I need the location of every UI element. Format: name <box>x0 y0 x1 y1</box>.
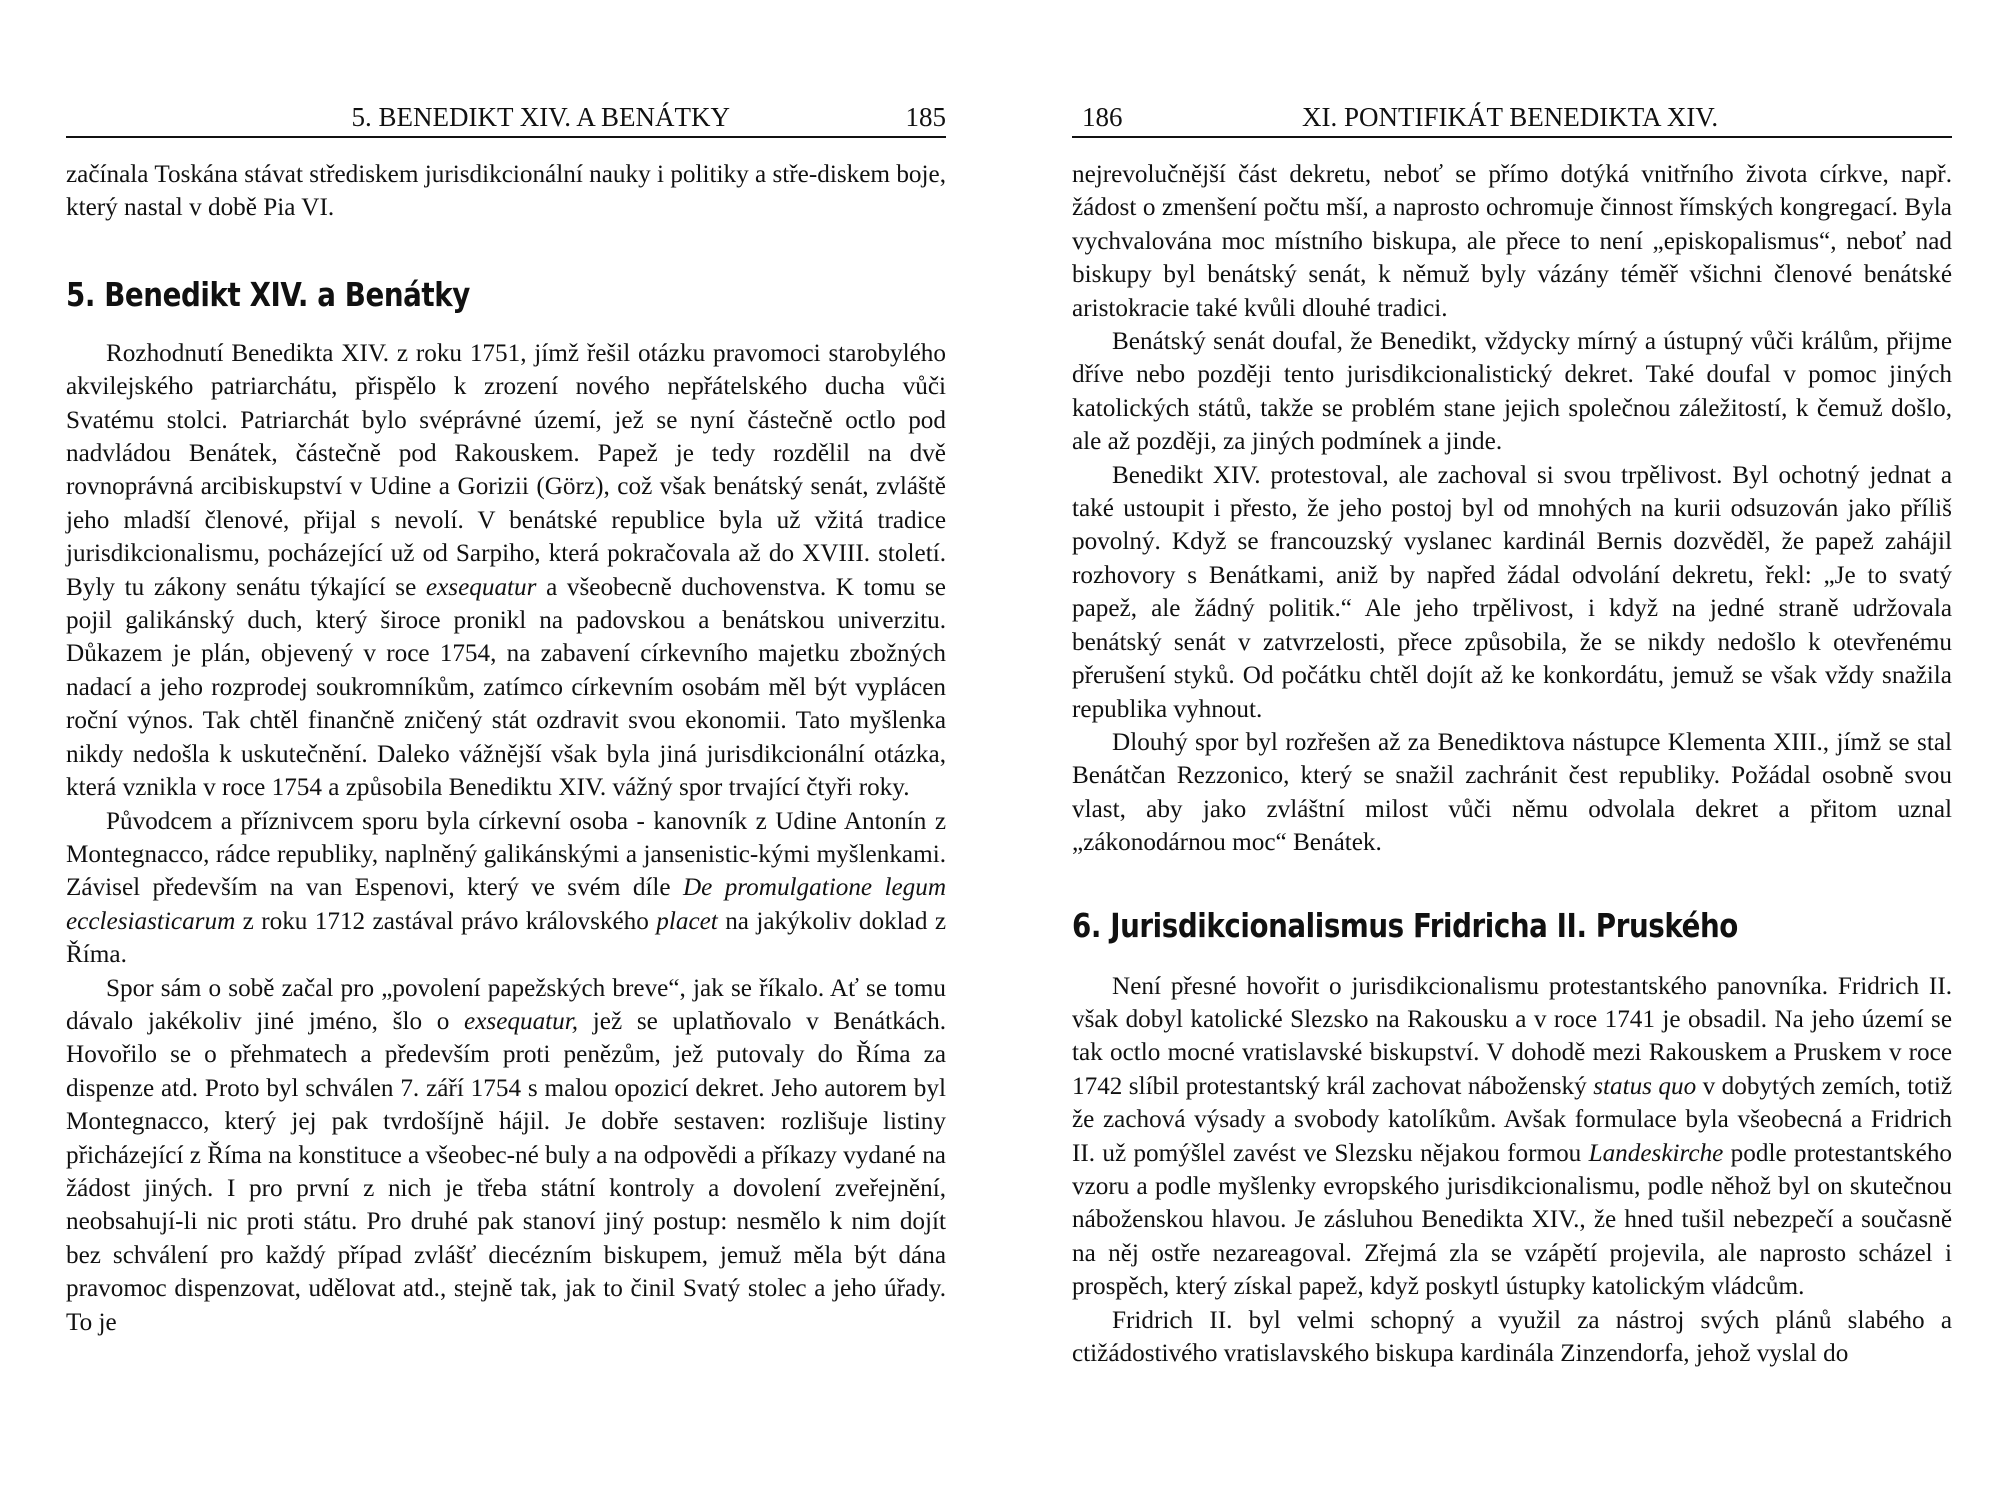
right-header-title: XI. PONTIFIKÁT BENEDIKTA XIV. <box>1302 102 1719 132</box>
right-page <box>1072 98 1952 1370</box>
paragraph <box>66 805 946 972</box>
text-run: z roku 1712 zastával právo královského <box>242 907 649 935</box>
italic-term: status quo <box>1593 1072 1697 1100</box>
italic-title: De promulgatione legum ecclesiasticarum <box>66 874 947 935</box>
left-header-title: 5. BENEDIKT XIV. A BENÁTKY <box>351 102 730 132</box>
paragraph: nejrevolučnější část dekretu, neboť se přímo dotýká vnitřního života církve, např. žádost o zmenšení počtu mší, a naprosto ochromuje činnost římských kongregací. Byla vychvalována moc místního biskupa, ale přece to není „episkopalismus“, neboť nad biskupy byl benátský senát, k němuž byly vázány téměř všichni členové benátské aristokracie také kvůli dlouhé tradici. <box>1072 161 1952 322</box>
text-run: v dobytých zemích, totiž že zachová výsady a svobody katolíkům. Avšak formulace byla všeobecná a Fridrich II. už pomýšlel zavést ve Slezsku nějakou formou <box>1072 1072 1953 1167</box>
paragraph <box>66 972 946 1339</box>
paragraph: Dlouhý spor byl rozřešen až za Benediktova nástupce Klementa XIII., jímž se stal Benátčan Rezzonico, který se snažil zachránit čest republiky. Požádal osobně svou vlast, aby jako zvláštní milost vůči němu odvolala dekret a přitom uznal „zákonodárnou moc“ Benátek. <box>1072 728 1952 857</box>
continuation-paragraph: začínala Toskána stávat střediskem jurisdikcionální nauky i politiky a stře-diskem boje, který nastal v době Pia VI. <box>66 161 946 222</box>
text-run: jež se uplatňovalo v Benátkách. Hovořilo se o přehmatech a především proti penězům, jež putovaly do Říma za dispenze atd. Proto byl schválen 7. září 1754 s malou opozicí dekret. Jeho autorem byl Montegnacco, který jej pak tvrdošíjně hájil. Je dobře sestaven: rozlišuje listiny přicházející z Říma na konstituce a všeobec-né buly a na odpovědi a příkazy vydané na žádost jiných. I pro první z nich je třeba státní kontroly a dovolení zveřejnění, neobsahují-li nic proti státu. Pro druhé pak stanoví jiný postup: nesmělo k nim dojít bez schválení pro každý případ zvlášť diecézním biskupem, jemuž měla být dána pravomoc dispenzovat, udělovat atd., stejně tak, jak to činil Svatý stolec a jeho úřady. To je <box>66 1007 946 1336</box>
text-run: podle protestantského vzoru a podle myšlenky evropského jurisdikcionalismu, podle něhož byl on skutečnou náboženskou hlavou. Je zásluhou Benedikta XIV., že hned tušil nebezpečí a současně na něj ostře nezareagoval. Zřejmá zla se vzápětí projevila, ale naprosto scházel i prospěch, který získal papež, když poskytl ústupky katolickým vládcům. <box>1072 1139 1953 1301</box>
left-page-number: 185 <box>905 102 946 132</box>
paragraph: Benedikt XIV. protestoval, ale zachoval si svou trpělivost. Byl ochotný jednat a také ustoupit i přesto, že jeho postoj byl od mnohých na kurii odsuzován jako příliš povolný. Když se francouzský vyslanec kardinál Bernis dozvěděl, že papež zahájil rozhovory s Benátkami, aniž by napřed žádal odvolání dekretu, řekl: „Je to svatý papež, ale žádný politik.“ Ale jeho trpělivost, i když na jedné straně udržovala benátský senát v zatvrzelosti, přece způsobila, že se nikdy nedošlo k otevřenému přerušení styků. Od počátku chtěl dojít až ke konkordátu, jemuž se však vždy snažila republika vyhnout. <box>1072 461 1952 723</box>
italic-term: placet <box>656 907 718 935</box>
paragraph: Benátský senát doufal, že Benedikt, vždycky mírný a ústupný vůči králům, přijme dříve nebo později tento jurisdikcionalistický dekret. Také doufal v pomoc jiných katolických států, takže se problém stane jejich společnou záležitostí, k čemuž došlo, ale až později, za jiných podmínek a jinde. <box>1072 328 1952 456</box>
text-run: a všeobecně duchovenstva. K tomu se pojil galikánský duch, který široce pronikl na padovskou a benátskou univerzitu. Důkazem je plán, objevený v roce 1754, na zabavení církevního majetku zbožných nadací a jeho rozprodej soukromníkům, zatímco církevním osobám měl být vyplácen roční výnos. Tak chtěl finančně zničený stát ozdravit svou ekonomii. Tato myšlenka nikdy nedošla k uskutečnění. Daleko vážnější však byla jiná jurisdikcionální otázka, která vznikla v roce 1754 a způsobila Benediktu XIV. vážný spor trvající čtyři roky. <box>66 573 946 802</box>
text-run: Není přesné hovořit o jurisdikcionalismu protestantského panovníka. Fridrich II. však dobyl katolické Slezsko na Rakousku a v roce 1741 je obsadil. Na jeho území se tak octlo mocné vratislavské biskupství. V dohodě mezi Rakouskem a Pruskem v roce 1742 slíbil protestantský král zachovat náboženský <box>1072 972 1952 1100</box>
right-page-number: 186 <box>1082 102 1123 132</box>
text-run: na jakýkoliv doklad z Říma. <box>66 907 947 969</box>
text-run: Původcem a příznivcem sporu byla církevní osoba - kanovník z Udine Antonín z Montegnacco, rádce republiky, naplněný galikánskými a jansenistic-kými myšlenkami. Závisel především na van Espenovi, který ve svém díle <box>66 807 946 902</box>
italic-term: exsequatur <box>425 573 537 601</box>
section-heading-5: 5. Benedikt XIV. a Benátky <box>66 274 470 314</box>
italic-term: exsequatur, <box>464 1007 579 1035</box>
right-body <box>1072 158 1952 1370</box>
left-page <box>66 98 946 1339</box>
text-run: Rozhodnutí Benedikta XIV. z roku 1751, jímž řešil otázku pravomoci starobylého akvilejského patriarchátu, přispělo k zrození nového nepřátelského ducha vůči Svatému stolci. Patriarchát bylo svéprávné území, jež se nyní částečně octlo pod nadvládou Benátek, částečně pod Rakouskem. Papež je tedy rozdělil na dvě rovnoprávná arcibiskupství v Udine a Gorizii (Görz), což však benátský senát, zvláště jeho mladší členové, přijal s nevolí. V benátské republice byla už vžitá tradice jurisdikcionalismu, pocházející už od Sarpiho, která pokračovala až do XVIII. století. Byly tu zákony senátu týkající se <box>66 339 946 601</box>
text-run: Spor sám o sobě začal pro „povolení papežských breve“, jak se říkalo. Ať se tomu dávalo jakékoliv jiné jméno, šlo o <box>66 974 946 1035</box>
left-body <box>66 158 946 1339</box>
right-running-head <box>1072 98 1952 138</box>
section-heading-6: 6. Jurisdikcionalismus Fridricha II. Pruského <box>1072 905 1738 945</box>
left-running-head <box>66 98 946 138</box>
paragraph: Fridrich II. byl velmi schopný a využil za nástroj svých plánů slabého a ctižádostivého vratislavského biskupa kardinála Zinzendorfa, jehož vyslal do <box>1072 1306 1952 1367</box>
paragraph <box>1072 970 1952 1304</box>
paragraph <box>66 337 946 805</box>
italic-term: Landeskirche <box>1588 1139 1724 1167</box>
